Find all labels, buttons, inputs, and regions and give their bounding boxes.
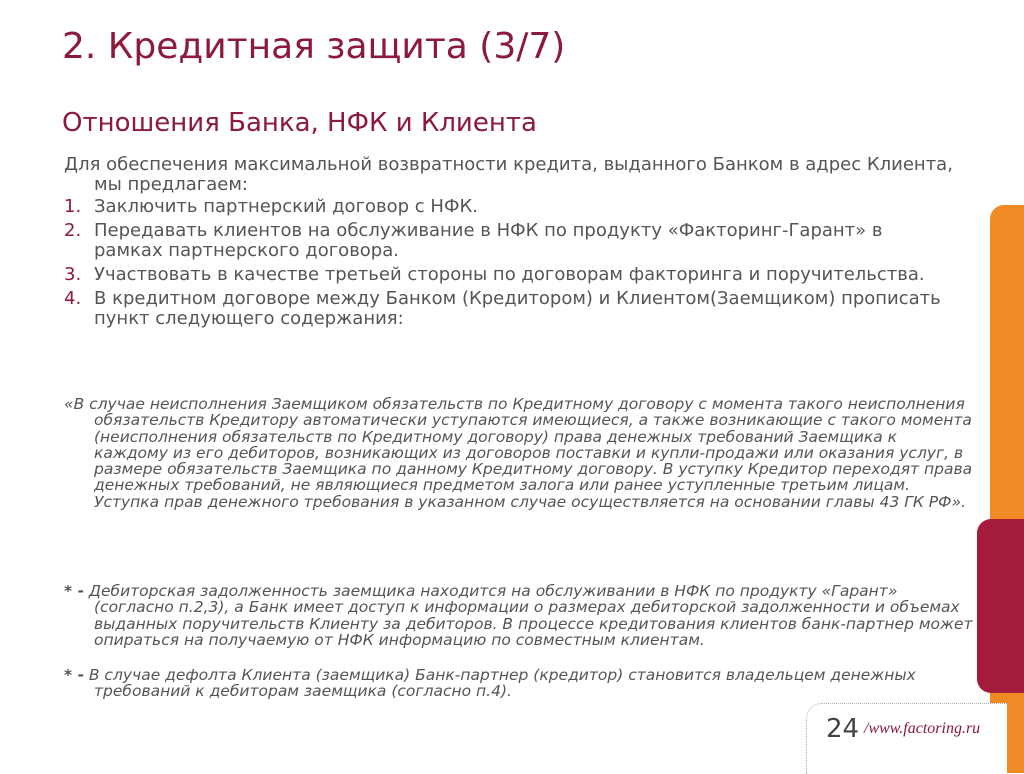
list-item-text: Участвовать в качестве третьей стороны по договорам факторинга и поручительства. bbox=[94, 264, 925, 285]
website-link[interactable]: /www.factoring.ru bbox=[864, 720, 981, 737]
list-item-number: 3. bbox=[64, 264, 82, 285]
list-item-text: Передавать клиентов на обслуживание в НФК по продукту «Факторинг-Гарант» в рамках партнерского договора. bbox=[94, 220, 883, 261]
slide-title: 2. Кредитная защита (3/7) bbox=[62, 26, 566, 67]
intro-paragraph: Для обеспечения максимальной возвратности кредита, выданного Банком в адрес Клиента, мы предлагаем: bbox=[64, 154, 953, 195]
contract-clause-quote: «В случае неисполнения Заемщиком обязательств по Кредитному договору с момента такого неисполнения обязательств Кредитору автоматически уступаются имеющиеся, а также возникающие с такого момента (неисполнения обязательств по Кредитному договору) права денежных требований Заемщика к каждому из его дебиторов, возникающих из договоров поставки и купли-продажи или оказания услуг, в размере обязательств Заемщика по данному Кредитному договору. В уступку Кредитор переходят права денежных требований, не являющиеся предметом залога или ранее уступленные третьим лицам. Уступка прав денежного требования в указанном случае осуществляется на основании главы 43 ГК РФ». bbox=[64, 395, 973, 511]
decorative-red-bar bbox=[977, 519, 1024, 693]
footnote-text: В случае дефолта Клиента (заемщика) Банк-партнер (кредитор) становится владельцем денежных требований к дебиторам заемщика (согласно п.4). bbox=[88, 666, 916, 701]
footnote bbox=[64, 583, 974, 648]
proposal-list bbox=[64, 197, 944, 333]
list-item bbox=[64, 289, 944, 329]
list-item bbox=[64, 265, 944, 285]
list-item-number: 4. bbox=[64, 288, 82, 309]
footnote-text: Дебиторская задолженность заемщика находится на обслуживании в НФК по продукту «Гарант» (согласно п.2,3), а Банк имеет доступ к информации о размерах дебиторской задолженности и объемах выданных поручительств Клиенту за дебиторов. В процессе кредитования клиентов банк-партнер может опираться на получаемую от НФК информацию по совместным клиентам. bbox=[88, 582, 973, 649]
list-item bbox=[64, 221, 944, 261]
footnote-marker: * - bbox=[64, 582, 84, 600]
page-number: 24 bbox=[826, 714, 860, 744]
footnote-marker: * - bbox=[64, 666, 84, 684]
list-item-text: В кредитном договоре между Банком (Кредитором) и Клиентом(Заемщиком) прописать пункт следующего содержания: bbox=[94, 288, 941, 329]
list-item bbox=[64, 197, 944, 217]
list-item-number: 1. bbox=[64, 196, 82, 217]
slide-subtitle: Отношения Банка, НФК и Клиента bbox=[62, 108, 537, 138]
list-item-text: Заключить партнерский договор с НФК. bbox=[94, 196, 478, 217]
list-item-number: 2. bbox=[64, 220, 82, 241]
footnote bbox=[64, 667, 974, 700]
